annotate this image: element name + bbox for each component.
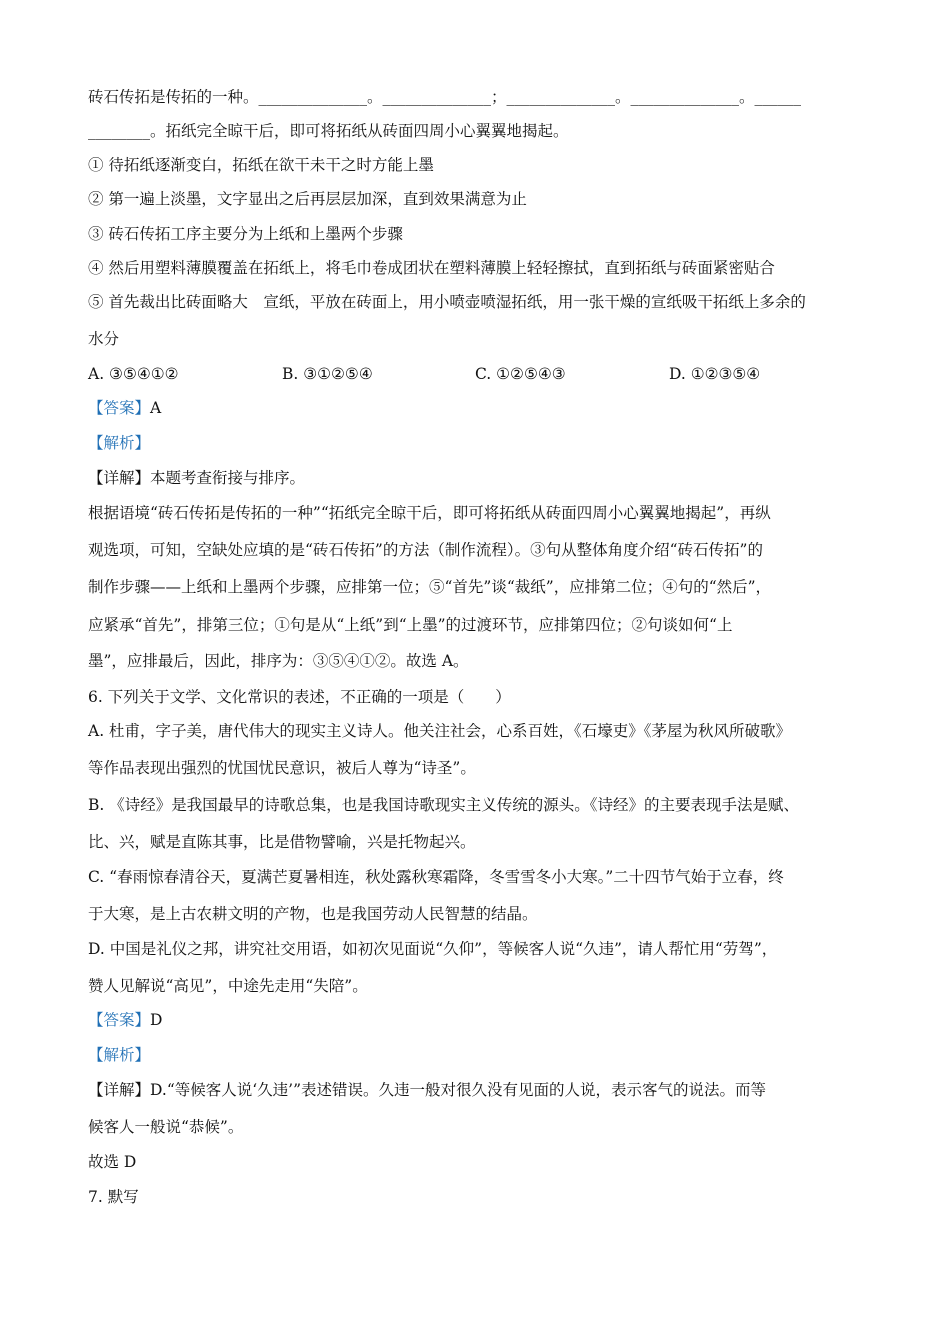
q5-answer — [88, 397, 161, 419]
q5-option-b: B. ③①②⑤④ — [282, 365, 373, 383]
q5-item-3: ③ 砖石传拓工序主要分为上纸和上墨两个步骤 — [88, 225, 403, 243]
q5-explanation-line2: 观选项，可知，空缺处应填的是“砖石传拓”的方法（制作流程）。③句从整体角度介绍“砖石传拓”的 — [88, 541, 763, 559]
q5-analysis-tag: 【解析】 — [88, 434, 151, 452]
q5-item-2: ② 第一遍上淡墨，文字显出之后再层层加深，直到效果满意为止 — [88, 190, 527, 208]
q6-option-a-line2: 等作品表现出强烈的忧国忧民意识，被后人尊为“诗圣”。 — [88, 759, 476, 777]
q5-explanation-line4: 应紧承“首先”，排第三位；①句是从“上纸”到“上墨”的过渡环节，应排第四位；②句谈如何“上 — [88, 616, 733, 634]
q6-option-b-line2: 比、兴，赋是直陈其事，比是借物譬喻，兴是托物起兴。 — [88, 833, 476, 851]
q5-explanation-line1: 根据语境“砖石传拓是传拓的一种”“拓纸完全晾干后，即可将拓纸从砖面四周小心翼翼地揭起”，再纵 — [88, 504, 771, 522]
q5-option-c: C. ①②⑤④③ — [475, 365, 566, 383]
q5-stem-line2: ________。拓纸完全晾干后，即可将拓纸从砖面四周小心翼翼地揭起。 — [88, 122, 569, 140]
q5-option-d: D. ①②③⑤④ — [669, 365, 761, 383]
q7-stem: 7. 默写 — [88, 1188, 139, 1206]
q6-stem: 6. 下列关于文学、文化常识的表述，不正确的一项是（ ） — [88, 688, 511, 706]
q5-detail-tag: 【详解】 — [88, 469, 151, 487]
q5-answer-value: A — [150, 399, 162, 417]
q6-option-d-line1: D. 中国是礼仪之邦，讲究社交用语，如初次见面说“久仰”，等候客人说“久违”，请人帮忙用“劳驾”， — [88, 940, 778, 958]
q6-option-b-line1: B. 《诗经》是我国最早的诗歌总集，也是我国诗歌现实主义传统的源头。《诗经》的主要表现手法是赋、 — [88, 796, 799, 814]
q6-detail-tag: 【详解】 — [88, 1081, 151, 1099]
q6-answer — [88, 1009, 162, 1031]
q5-item-5-continued: 水分 — [88, 330, 120, 348]
q6-answer-tag: 【答案】 — [88, 1011, 151, 1029]
q6-analysis-tag: 【解析】 — [88, 1046, 151, 1064]
q5-detail-text: 本题考查衔接与排序。 — [150, 469, 306, 487]
q6-option-d-line2: 赞人见解说“高见”，中途先走用“失陪”。 — [88, 977, 368, 995]
q5-item-4: ④ 然后用塑料薄膜覆盖在拓纸上，将毛巾卷成团状在塑料薄膜上轻轻擦拭，直到拓纸与砖面紧密贴合 — [88, 259, 775, 277]
q6-conclusion: 故选 D — [88, 1153, 137, 1171]
q6-option-c-line2: 于大寒，是上古农耕文明的产物，也是我国劳动人民智慧的结晶。 — [88, 905, 538, 923]
q5-detail — [88, 467, 305, 489]
q5-option-a: A. ③⑤④①② — [88, 365, 179, 383]
q6-answer-value: D — [150, 1011, 163, 1029]
q5-explanation-line3: 制作步骤——上纸和上墨两个步骤，应排第一位；⑤“首先”谈“裁纸”，应排第二位；④句的“然后”， — [88, 578, 772, 596]
q5-stem-line1: 砖石传拓是传拓的一种。______________。______________；______________。______________。______ — [88, 88, 802, 106]
q6-option-a-line1: A. 杜甫，字子美，唐代伟大的现实主义诗人。他关注社会，心系百姓，《石壕吏》《茅屋为秋风所破歌》 — [88, 722, 792, 740]
q5-explanation-line5: 墨”，应排最后，因此，排序为：③⑤④①②。故选 A。 — [88, 652, 469, 670]
q6-detail-line2: 候客人一般说“恭候”。 — [88, 1118, 244, 1136]
q6-detail — [88, 1079, 870, 1101]
q5-item-1: ① 待拓纸逐渐变白，拓纸在欲干未干之时方能上墨 — [88, 156, 434, 174]
q5-item-5: ⑤ 首先裁出比砖面略大 宣纸，平放在砖面上，用小喷壶喷湿拓纸，用一张干燥的宣纸吸干拓纸上多余的 — [88, 293, 806, 311]
q6-detail-text1: D.“等候客人说‘久违’”表述错误。久违一般对很久没有见面的人说，表示客气的说法。而等 — [150, 1081, 767, 1099]
q5-answer-tag: 【答案】 — [88, 399, 151, 417]
q6-option-c-line1: C. “春雨惊春清谷天，夏满芒夏暑相连，秋处露秋寒霜降，冬雪雪冬小大寒。”二十四节气始于立春，终 — [88, 868, 784, 886]
